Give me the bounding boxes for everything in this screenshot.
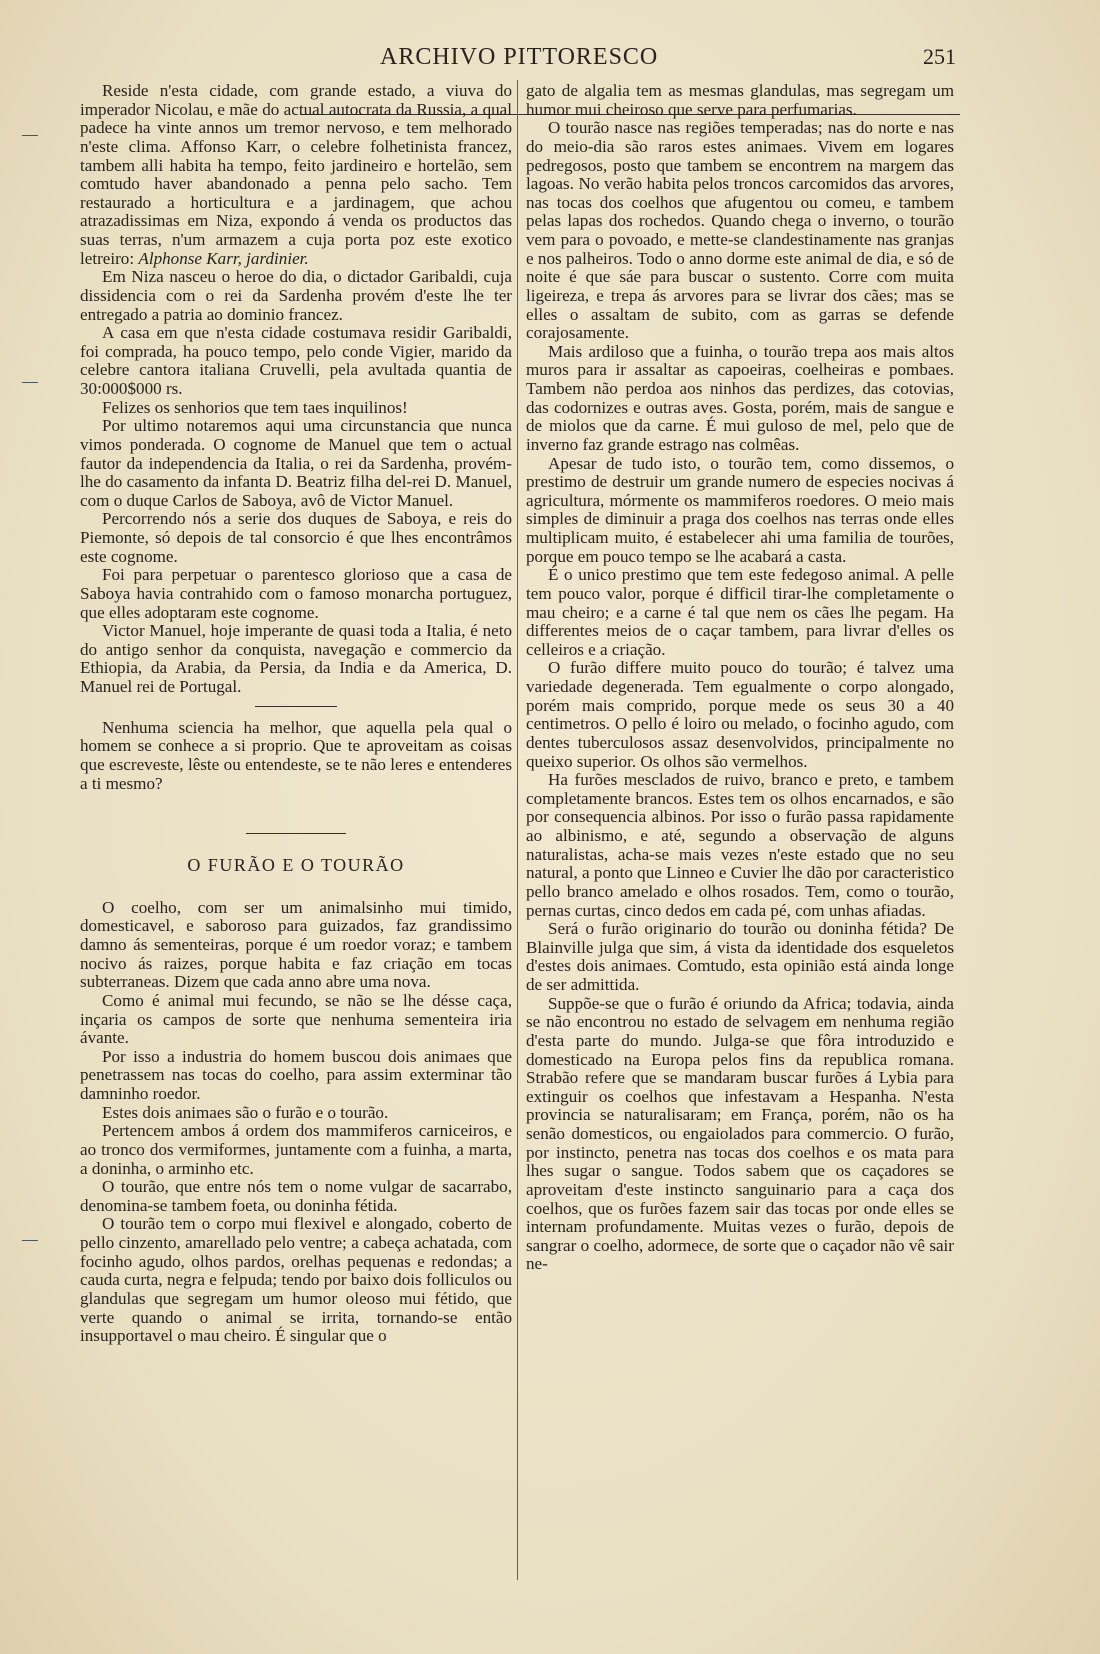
page-header [300,44,960,76]
paragraph: O tourão nasce nas regiões temperadas; nas do norte e nas do meio-dia são raros estes animaes. Vivem em logares pedregosos, posto que tambem se encontrem na margem das lagoas. No verão habita pelos troncos carcomidos das arvores, nas tocas dos coelhos que afugentou ou comeu, e tambem pelas lapas dos rochedos. Quando chega o inverno, o tourão vem para o povoado, e mette-se clandestinamente nas granjas e nos palheiros. Todo o anno dorme este animal de dia, e só de noite é que sáe para buscar o sustento. Corre com muita ligeireza, e trepa ás arvores para se livrar dos cães; mas se elles o assaltam de subito, com as garras se defende corajosamente. [526,118,954,343]
paragraph: Estes dois animaes são o furão e o tourão. [102,1102,389,1122]
paragraph: Apesar de tudo isto, o tourão tem, como dissemos, o prestimo de destruir um grande numero de especies nocivas á agricultura, mórmente os mammiferos roedores. O meio mais simples de diminuir a praga dos coelhos nas terras onde elles multiplicam muito, é estabelecer ahi uma familia de tourões, porque em pouco tempo se lhe acabará a casta. [526,453,954,566]
right-column [526,82,954,1274]
paragraph: Suppõe-se que o furão é oriundo da Africa; todavia, ainda se não encontrou no estado de selvagem em nenhuma região d'esta parte do mundo. Julga-se que fôra introduzido e domesticado na Europa pelos fins da republica romana. Strabão refere que se mandaram buscar furões á Lybia para extinguir os coelhos que infestavam a Hespanha. N'esta provincia se naturalisaram; em França, porém, não os ha senão domesticos, ou engaiolados para commercio. O furão, por instincto, penetra nas tocas dos coelhos e os mata para lhes sugar o sangue. Todos sabem que os caçadores se aproveitam d'este instincto sanguinario para a caça dos coelhos, que os furões fazem sair das tocas por onde elles se internam profundamente. Muitas vezes o furão, depois de sangrar o coelho, adormece, de sorte que o caçador não vê sair ne- [526,993,954,1274]
margin-mark [22,382,38,383]
shop-sign-text: Alphonse Karr, jardinier. [138,248,309,268]
section-rule [246,833,346,834]
journal-title: ARCHIVO PITTORESCO [380,44,659,70]
paragraph: O tourão tem o corpo mui flexivel e alongado, coberto de pello cinzento, amarellado pelo ventre; a cabeça achatada, com focinho agudo, olhos pardos, orelhas pequenas e redondas; a cauda curta, negra e felpuda; tendo por baixo dois folliculos ou glandulas que segregam um humor oleoso mui fétido, que verte quando o animal se irrita, tornando-se então insupportavel o mau cheiro. É singular que o [80,1214,512,1346]
paragraph: Nenhuma sciencia ha melhor, que aquella pela qual o homem se conhece a si proprio. Que te aproveitam as coisas que escreveste, lêste ou entendeste, se te não leres e entenderes a ti mesmo? [80,717,512,793]
paragraph: Victor Manuel, hoje imperante de quasi toda a Italia, é neto do antigo senhor da conquista, navegação e commercio da Ethiopia, da Arabia, da Persia, da India e da America, D. Manuel rei de Portugal. [80,621,512,696]
paragraph: É o unico prestimo que tem este fedegoso animal. A pelle tem pouco valor, porque é difficil tirar-lhe completamente o mau cheiro; e a carne é tal que nem os cães lhe pegam. Ha differentes meios de o caçar tambem, para livrar d'elles os celleiros e a criação. [526,565,954,659]
paragraph: Felizes os senhorios que tem taes inquilinos! [102,397,408,417]
paragraph: Por ultimo notaremos aqui uma circunstancia que nunca vimos ponderada. O cognome de Manuel que tem o actual fautor da independencia da Italia, o rei da Sardenha, provém-lhe do casamento da infanta D. Beatriz filha del-rei D. Manuel, com o duque Carlos de Saboya, avô de Victor Manuel. [80,416,512,510]
paragraph: Ha furões mesclados de ruivo, branco e preto, e tambem completamente brancos. Estes tem os olhos encarnados, e são por consequencia albinos. Por isso o furão passa rapidamente ao albinismo, e até, segundo a observação de alguns naturalistas, acha-se mais vezes n'este estado que no seu natural, a ponto que Linneo e Cuvier lhe dão por caracteristico pello branco amelado e olhos rosados. Tem, como o tourão, pernas curtas, cinco dedos em cada pé, com unhas afiadas. [526,770,954,920]
paragraph: O coelho, com ser um animalsinho mui timido, domesticavel, e saboroso para guizados, faz grandissimo damno ás sementeiras, porque é um roedor voraz; e tambem nocivo ás raizes, porque habita e faz criação em tocas subterraneas. Dizem que cada anno abre uma nova. [80,897,512,992]
paragraph: Em Niza nasceu o heroe do dia, o dictador Garibaldi, cuja dissidencia com o rei da Sardenha provém d'este lhe ter entregado a patria ao dominio francez. [80,267,512,324]
paragraph: Como é animal mui fecundo, se não se lhe désse caça, inçaria os campos de sorte que nenhuma sementeira iria ávante. [80,990,512,1048]
paragraph: Por isso a industria do homem buscou dois animaes que penetrassem nas tocas do coelho, para assim exterminar tão damninho roedor. [80,1046,512,1103]
paragraph: Foi para perpetuar o parentesco glorioso que a casa de Saboya havia contrahido com o famoso monarcha portuguez, que elles adoptaram este cognome. [80,565,512,622]
paragraph: O tourão, que entre nós tem o nome vulgar de sacarrabo, denomina-se tambem foeta, ou doninha fétida. [80,1177,512,1215]
left-column [80,82,512,1346]
paragraph: Mais ardiloso que a fuinha, o tourão trepa aos mais altos muros para ir assaltar as capoeiras, coelheiras e pombaes. Tambem não perdoa aos ninhos das perdizes, das cotovias, das codornizes e outras aves. Gosta, porém, mais de sangue e de miolos que da carne. É mui guloso de mel, pelo que de inverno faz grande estrago nas colmêas. [526,341,954,454]
margin-mark [22,135,38,136]
paragraph: Percorrendo nós a serie dos duques de Saboya, e reis do Piemonte, só depois de tal consorcio é que lhes encontrâmos este cognome. [80,509,512,566]
paragraph: gato de algalia tem as mesmas glandulas, mas segregam um humor mui cheiroso que serve para perfumarias. [526,81,954,119]
page-number: 251 [923,44,956,69]
separator-rule [255,706,337,707]
column-divider [517,80,518,1580]
paragraph: Pertencem ambos á ordem dos mammiferos carniceiros, e ao tronco dos vermiformes, juntamente com a fuinha, a marta, a doninha, o arminho etc. [80,1121,512,1178]
paragraph: Reside n'esta cidade, com grande estado, a viuva do imperador Nicolau, e mãe do actual autocrata da Russia, a qual padece ha vinte annos um tremor nervoso, e tem melhorado n'este clima. Affonso Karr, o celebre folhetinista francez, tambem alli habita ha tempo, feito jardineiro e hortelão, sem comtudo haver abandonado a penna pelo sacho. Tem restaurado a horticultura e a jardinagem, que achou atrazadissimas em Niza, expondo á venda os productos das suas terras, n'um armazem a cuja porta poz este exotico letreiro: Alphonse Karr, jardinier. [80,81,512,268]
paragraph: Será o furão originario do tourão ou doninha fétida? De Blainville julga que sim, á vista da identidade dos esqueletos d'estes dois animaes. Comtudo, esta opinião está ainda longe de ser admittida. [526,919,954,994]
paragraph: A casa em que n'esta cidade costumava residir Garibaldi, foi comprada, ha pouco tempo, pelo conde Vigier, marido da celebre cantora italiana Cruvelli, pela avultada quantia de 30:000$000 rs. [80,323,512,398]
section-title: O FURÃO E O TOURÃO [187,855,405,876]
paragraph: O furão differe muito pouco do tourão; é talvez uma variedade degenerada. Tem egualmente o corpo alongado, porém mais comprido, porque mede os seus 30 a 40 centimetros. O pello é loiro ou melado, o focinho agudo, com dentes tuberculosos assaz desenvolvidos, principalmente no queixo superior. Os olhos são vermelhos. [526,658,954,771]
margin-mark [22,1240,38,1241]
